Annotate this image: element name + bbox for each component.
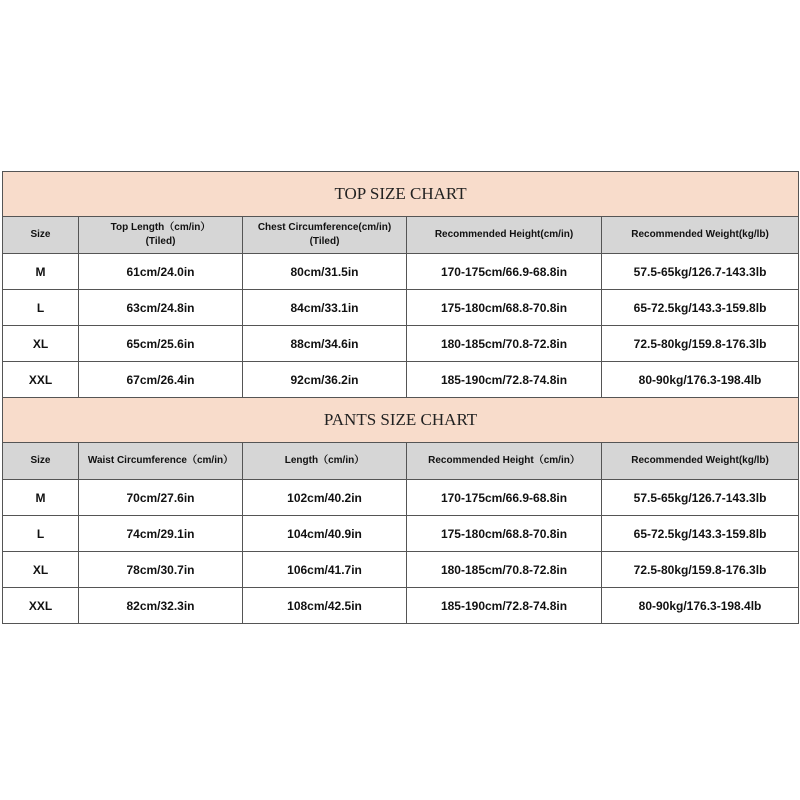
size-cell: XL xyxy=(3,326,79,362)
size-cell: XXL xyxy=(3,588,79,624)
table-row xyxy=(3,516,799,552)
column-header-label: Recommended Height（cm/in） xyxy=(428,455,580,466)
table-cell: 92cm/36.2in xyxy=(243,362,407,398)
column-header-label: Length（cm/in） xyxy=(284,455,365,466)
table-cell: 185-190cm/72.8-74.8in xyxy=(407,588,602,624)
table-cell: 180-185cm/70.8-72.8in xyxy=(407,326,602,362)
column-header-sublabel: (Tiled) xyxy=(309,236,340,247)
size-cell: M xyxy=(3,254,79,290)
table-cell: 180-185cm/70.8-72.8in xyxy=(407,552,602,588)
pants-header-row xyxy=(3,443,799,480)
column-header xyxy=(3,443,79,480)
table-cell: 88cm/34.6in xyxy=(243,326,407,362)
size-chart-document xyxy=(2,171,798,624)
column-header xyxy=(407,217,602,254)
column-header xyxy=(3,217,79,254)
column-header xyxy=(243,217,407,254)
table-row xyxy=(3,254,799,290)
table-cell: 106cm/41.7in xyxy=(243,552,407,588)
table-cell: 67cm/26.4in xyxy=(79,362,243,398)
column-header xyxy=(79,443,243,480)
table-cell: 170-175cm/66.9-68.8in xyxy=(407,254,602,290)
table-cell: 65-72.5kg/143.3-159.8lb xyxy=(602,290,799,326)
column-header-label: Recommended Weight(kg/lb) xyxy=(631,229,769,240)
table-row xyxy=(3,552,799,588)
column-header-label: Chest Circumference(cm/in) xyxy=(257,222,392,233)
table-cell: 175-180cm/68.8-70.8in xyxy=(407,290,602,326)
column-header-label: Size xyxy=(30,455,51,466)
table-row xyxy=(3,588,799,624)
column-header xyxy=(243,443,407,480)
size-cell: L xyxy=(3,290,79,326)
column-header-label: Recommended Height(cm/in) xyxy=(434,229,574,240)
size-cell: L xyxy=(3,516,79,552)
table-cell: 63cm/24.8in xyxy=(79,290,243,326)
table-row xyxy=(3,326,799,362)
table-cell: 72.5-80kg/159.8-176.3lb xyxy=(602,552,799,588)
size-cell: M xyxy=(3,480,79,516)
table-cell: 108cm/42.5in xyxy=(243,588,407,624)
column-header-label: Top Length（cm/in） xyxy=(110,222,211,233)
pants-chart-title: PANTS SIZE CHART xyxy=(3,398,799,443)
column-header-label: Size xyxy=(30,229,51,240)
top-header-row xyxy=(3,217,799,254)
size-chart-table xyxy=(2,171,799,624)
table-cell: 102cm/40.2in xyxy=(243,480,407,516)
pants-title-row xyxy=(3,398,799,443)
table-cell: 104cm/40.9in xyxy=(243,516,407,552)
table-cell: 78cm/30.7in xyxy=(79,552,243,588)
table-cell: 175-180cm/68.8-70.8in xyxy=(407,516,602,552)
table-cell: 80cm/31.5in xyxy=(243,254,407,290)
table-cell: 170-175cm/66.9-68.8in xyxy=(407,480,602,516)
size-cell: XXL xyxy=(3,362,79,398)
top-title-row xyxy=(3,172,799,217)
column-header-label: Recommended Weight(kg/lb) xyxy=(631,455,769,466)
table-cell: 72.5-80kg/159.8-176.3lb xyxy=(602,326,799,362)
column-header xyxy=(602,443,799,480)
table-cell: 65-72.5kg/143.3-159.8lb xyxy=(602,516,799,552)
top-chart-title: TOP SIZE CHART xyxy=(3,172,799,217)
column-header xyxy=(407,443,602,480)
table-cell: 65cm/25.6in xyxy=(79,326,243,362)
table-cell: 80-90kg/176.3-198.4lb xyxy=(602,588,799,624)
table-row xyxy=(3,290,799,326)
column-header-label: Waist Circumference（cm/in） xyxy=(87,455,234,466)
table-row xyxy=(3,480,799,516)
table-cell: 185-190cm/72.8-74.8in xyxy=(407,362,602,398)
table-cell: 74cm/29.1in xyxy=(79,516,243,552)
column-header xyxy=(79,217,243,254)
table-cell: 80-90kg/176.3-198.4lb xyxy=(602,362,799,398)
size-cell: XL xyxy=(3,552,79,588)
table-cell: 57.5-65kg/126.7-143.3lb xyxy=(602,480,799,516)
column-header xyxy=(602,217,799,254)
table-cell: 70cm/27.6in xyxy=(79,480,243,516)
table-row xyxy=(3,362,799,398)
column-header-sublabel: (Tiled) xyxy=(145,236,176,247)
table-cell: 61cm/24.0in xyxy=(79,254,243,290)
table-cell: 57.5-65kg/126.7-143.3lb xyxy=(602,254,799,290)
table-cell: 84cm/33.1in xyxy=(243,290,407,326)
table-cell: 82cm/32.3in xyxy=(79,588,243,624)
